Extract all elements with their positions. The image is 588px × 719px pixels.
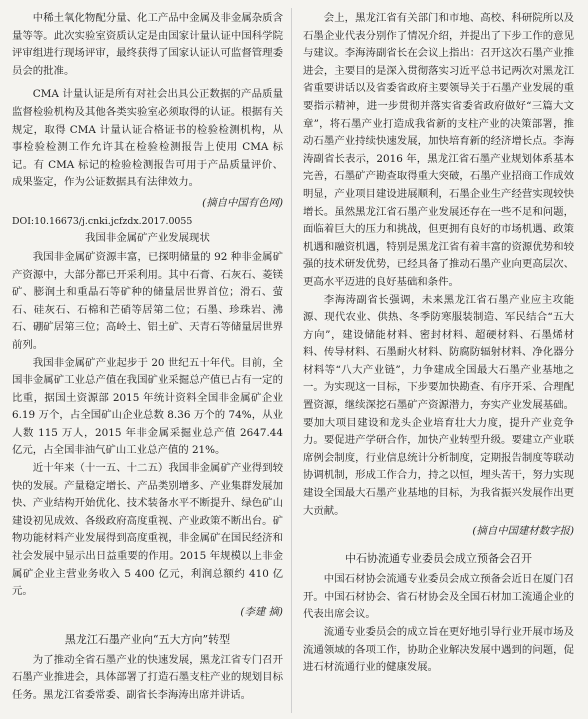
paragraph: 我国非金属矿产业起步于 20 世纪五十年代。目前，全国非金属矿工业总产值在我国矿业采掘总产值已占有一定的比重，据国土资源部 2015 年统计资料全国非金属矿企业 6.19 万个，占全国矿山企业总数 8.36 万个的 74%，从业人数 115 万人，2015 年非金属采掘业总产值 2647.44 亿元，占全国非油气矿山工业总产值的 21%。 [12,356,283,457]
doi-line: DOI:10.16673/j.cnki.jcfzdx.2017.0055 [12,215,193,227]
paragraph: CMA 计量认证是所有对社会出具公正数据的产品质量监督检验机构及其他各类实验室必须取得的认证。根据有关规定，取得 CMA 计量认证合格证书的检验检测机构，从事检验检测工作允许其在检验检测报告上使用 CMA 标记。有 CMA 标记的检验检测报告可用于产品质量评价、成果鉴定，作为公证数据具有法律效力。 [12,88,283,189]
article-title: 黑龙江石墨产业向“五大方向”转型 [64,632,231,646]
source-note: (李建 摘) [240,605,283,618]
source-note: (摘自中国有色网) [202,196,283,209]
paragraph: 流通专业委员会的成立旨在更好地引导行业开展市场及流通领域的各项工作，协助企业解决发展中遇到的问题，促进石材流通行业的健康发展。 [303,626,574,674]
article-title: 中石协流通专业委员会成立预备会召开 [345,552,532,566]
paragraph: 李海涛副省长强调，未来黑龙江省石墨产业应主攻能源、现代农业、供热、冬季防寒服装制造、军民结合“五大方向”，建设储能材料、密封材料、超硬材料、石墨烯材料、传导材料、石墨耐火材料、防腐防辐射材料、净化器分材料等“八大产业链”，力争建成全国最大石墨产业基地之一。为实现这一目标，下步要加快勘查、有序开采、合理配置资源，继续深挖石墨矿产资源潜力，夯实产业发展基础。要加大项目建设和龙头企业培育壮大力度，提升产业竞争力。要促进产学研合作，加快产业转型升级。要建立产业联席例会制度，行业信息统计分析制度，定期报告制度等联动协调机制，形成工作合力，持之以恒，埋头苦干，努力实现建设全国最大石墨产业基地的目标，为我省振兴发展作出更大贡献。 [303,293,574,517]
paragraph: 为了推动全省石墨产业的快速发展，黑龙江省专门召开石墨产业推进会，具体部署了打造石墨支柱产业的规划目标任务。黑龙江省委常委、副省长李海涛出席并讲话。 [12,653,283,701]
article-title: 我国非金属矿产业发展现状 [85,231,210,244]
paragraph: 中稀土氧化物配分量、化工产品中金属及非金属杂质含量等等。此次实验室资质认定是由国家计量认证中国科学院评审组进行现场评审，最终获得了国家认证认可监督管理委员会的批准。 [12,12,283,77]
paragraph: 我国非金属矿资源丰富，已探明储量的 92 种非金属矿产资源中，大部分都已开采利用。其中石膏、石灰石、菱镁矿、膨润土和重晶石等矿种的储量居世界首位；滑石、萤石、硅灰石、石棉和芒硝等居第二位；石墨、珍珠岩、沸石、硼矿居第三位；高岭土、铝土矿、天青石等储量居世界前列。 [12,250,283,351]
paragraph: 中国石材协会流通专业委员会成立预备会近日在厦门召开。中国石材协会、省石材协会及全国石材加工流通企业的代表出席会议。 [303,573,574,621]
left-column [12,10,283,705]
column-divider [291,8,292,713]
source-note: (摘自中国建材数字报) [472,525,574,538]
paragraph: 会上，黑龙江省有关部门和市地、高校、科研院所以及石墨企业代表分别作了情况介绍，并提出了下步工作的意见与建议。李海涛副省长在会议上指出：召开这次石墨产业推进会，主要目的是深入贯彻落实习近平总书记两次对黑龙江省重要讲话以及省委省政府主要领导关于石墨产业发展的重要指示精神，进一步贯彻并落实省委省政府做好“三篇大文章”，将石墨产业打造成我省新的支柱产业的决策部署，推动石墨产业持续快速发展，加快培育新的经济增长点。李海涛副省长表示，2016 年，黑龙江省石墨产业规划体系基本完善，石墨矿产勘查取得重大突破，石墨产业招商工作成效明显，产业项目建设进展顺利，石墨企业生产经营实现较快增长。虽然黑龙江省石墨产业发展还存在一些不足和问题，面临着巨大的压力和挑战，但更拥有良好的市场机遇、政策机遇和融资机遇，特别是黑龙江省有着丰富的资源优势和较强的技术研发优势，已经具备了推动石墨产业向更高层次、更高水平迈进的良好基础和条件。 [303,12,574,288]
paragraph: 近十年来（十一五、十二五）我国非金属矿产业得到较快的发展。产量稳定增长、产品类别增多、产业集群发展加快、产业结构开始优化、技术装备水平不断提升、绿色矿山建设初见成效、各级政府高度重视、产业政策不断出台。矿物功能材料产业发展得到高度重视，非金属矿在国民经济和社会发展中显示出日益重要的作用。2015 年规模以上非金属矿企业主营业务收入 5 400 亿元，利润总额约 410 亿元。 [12,462,283,598]
right-column [303,10,574,677]
